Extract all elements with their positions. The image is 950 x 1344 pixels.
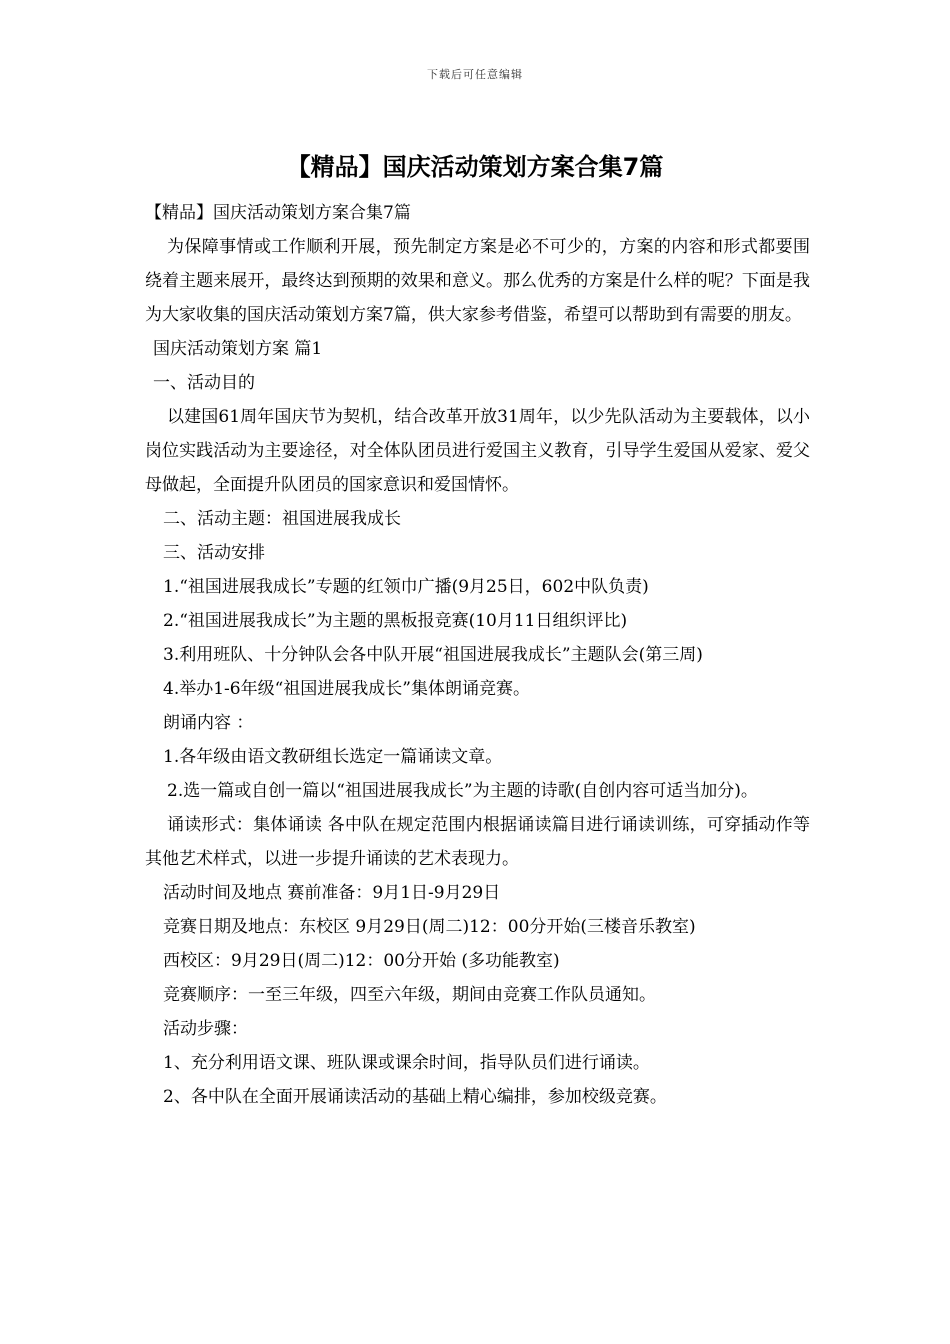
list-item: 2.“祖国进展我成长”为主题的黑板报竞赛(10月11日组织评比) [163, 611, 628, 631]
body-line: 竞赛日期及地点：东校区 9月29日(周二)12：00分开始(三楼音乐教室) [163, 917, 696, 937]
list-item: 3.利用班队、十分钟队会各中队开展“祖国进展我成长”主题队会(第三周) [163, 645, 703, 665]
intro-paragraph: 为保障事情或工作顺利开展，预先制定方案是必不可少的，方案的内容和形式都要围绕着主题来展开，最终达到预期的效果和意义。那么优秀的方案是什么样的呢？下面是我为大家收集的国庆活动策划方案7篇，供大家参考借鉴，希望可以帮助到有需要的朋友。 [145, 237, 810, 325]
list-item: 1、充分利用语文课、班队课或课余时间，指导队员们进行诵读。 [163, 1053, 650, 1073]
section-heading: 国庆活动策划方案 篇1 [153, 339, 323, 359]
list-item: 2.选一篇或自创一篇以“祖国进展我成长”为主题的诗歌(自创内容可适当加分)。 [167, 781, 758, 801]
list-item: 1.“祖国进展我成长”专题的红领巾广播(9月25日，602中队负责) [163, 577, 649, 597]
list-item: 1.各年级由语文教研组长选定一篇诵读文章。 [163, 747, 503, 767]
document-title: 【精品】国庆活动策划方案合集7篇 [286, 153, 664, 181]
subsection-heading: 二、活动主题：祖国进展我成长 [163, 509, 401, 529]
body-paragraph: 以建国61周年国庆节为契机，结合改革开放31周年，以少先队活动为主要载体，以小岗位实践活动为主要途径，对全体队团员进行爱国主义教育，引导学生爱国从爱家、爱父母做起，全面提升队团员的国家意识和爱国情怀。 [145, 407, 810, 495]
list-item: 2、各中队在全面开展诵读活动的基础上精心编排，参加校级竞赛。 [163, 1087, 667, 1107]
page-header-note: 下载后可任意编辑 [427, 68, 523, 81]
subsection-heading: 一、活动目的 [153, 373, 255, 393]
body-line: 竞赛顺序：一至三年级，四至六年级，期间由竞赛工作队员通知。 [163, 985, 656, 1005]
list-item: 4.举办1-6年级“祖国进展我成长”集体朗诵竞赛。 [163, 679, 530, 699]
body-paragraph: 诵读形式：集体诵读 各中队在规定范围内根据诵读篇目进行诵读训练，可穿插动作等其他艺术样式，以进一步提升诵读的艺术表现力。 [145, 815, 810, 869]
body-line: 活动时间及地点 赛前准备：9月1日-9月29日 [163, 883, 501, 903]
document-body [145, 196, 810, 1114]
subtitle-line: 【精品】国庆活动策划方案合集7篇 [145, 203, 411, 223]
body-line: 活动步骤： [163, 1019, 248, 1039]
body-line: 朗诵内容 ： [163, 713, 254, 733]
body-line: 西校区：9月29日(周二)12：00分开始 (多功能教室) [163, 951, 560, 971]
subsection-heading: 三、活动安排 [163, 543, 265, 563]
